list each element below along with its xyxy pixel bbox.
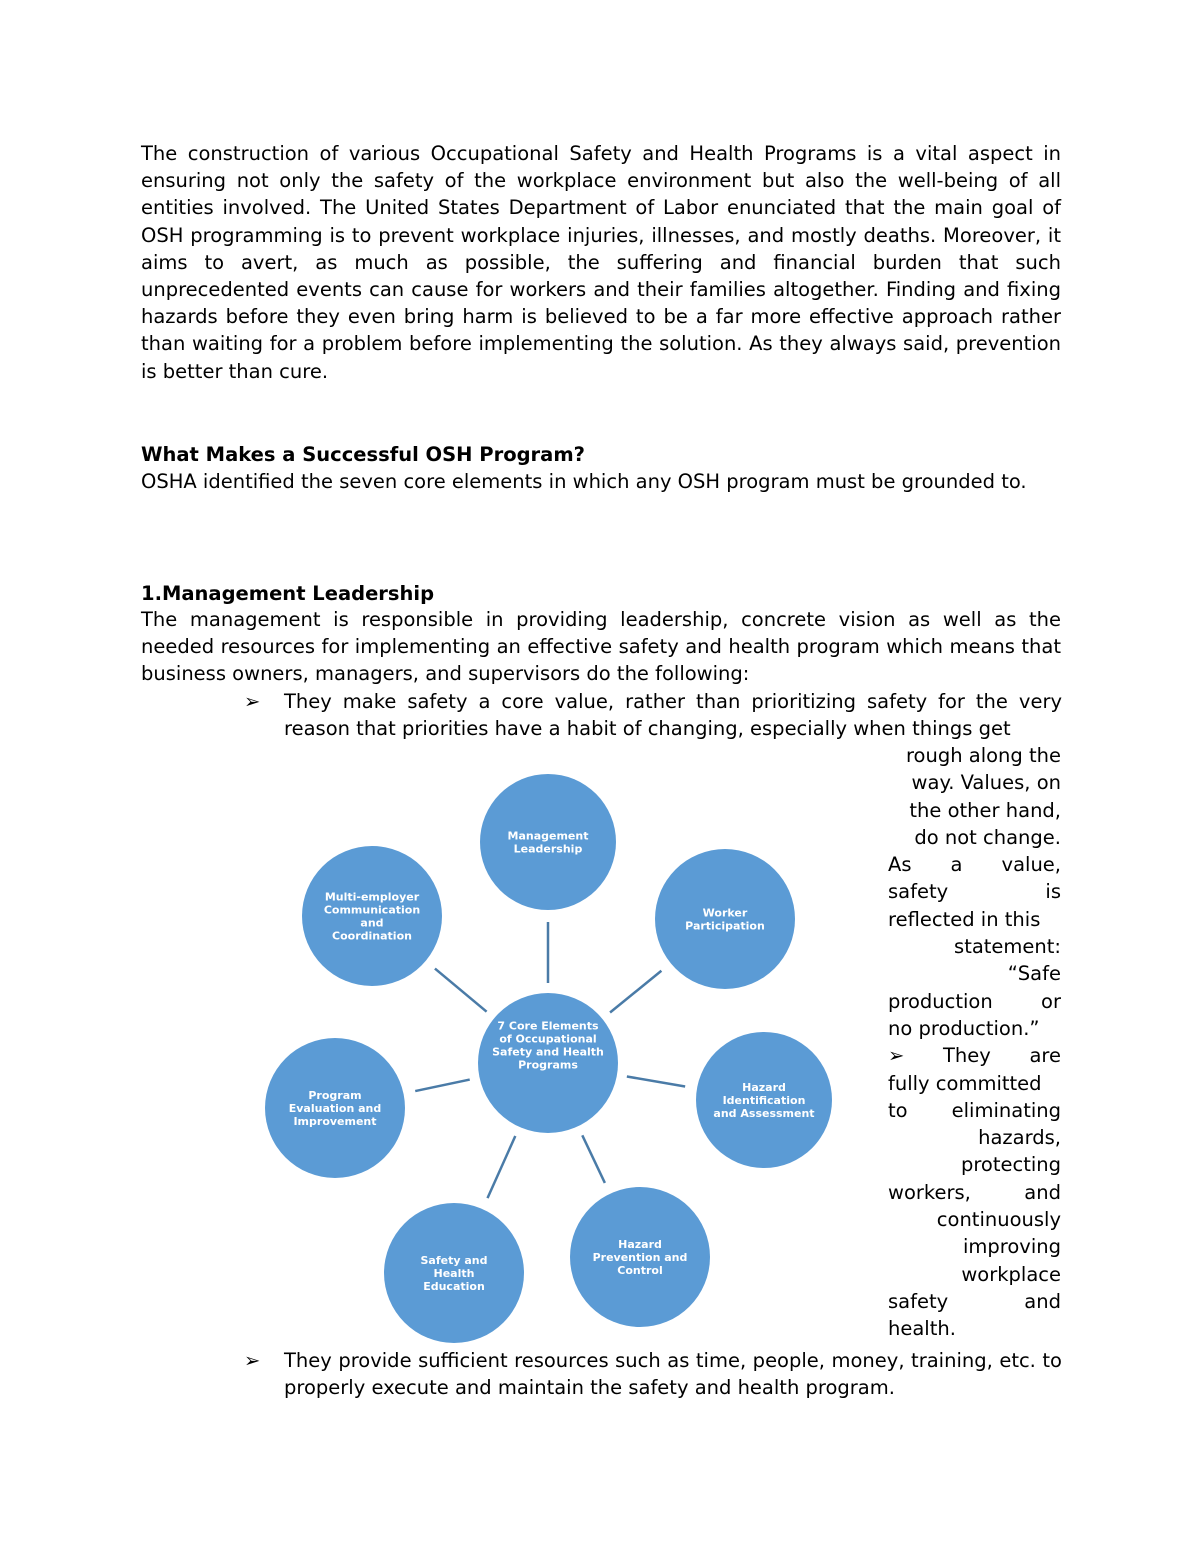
side-line: production or (888, 989, 1061, 1013)
side-line: the other hand, (909, 798, 1061, 822)
connector-line (610, 971, 661, 1013)
connector-line (415, 1080, 469, 1092)
connector-line (627, 1077, 685, 1087)
side-line: way. Values, on (911, 771, 1061, 795)
node-multi-employer-label: Communication (323, 903, 421, 917)
center-node-label: of Occupational (499, 1032, 597, 1046)
bullet-sufficient-resources-text: They provide sufficient resources such as time, people, money, training, etc. to properly execute and maintain the safety and health program. (284, 1349, 1062, 1400)
diagram-nodes (265, 774, 832, 1343)
node-program-evaluation-label: Improvement (293, 1115, 377, 1128)
node-hazard-identification-label: and Assessment (713, 1107, 815, 1120)
side-line: health. (888, 1317, 956, 1341)
connector-line (435, 969, 487, 1012)
connector-line (488, 1136, 516, 1198)
node-program-evaluation-label: Program (308, 1089, 362, 1102)
side-line: As a value, (888, 853, 1061, 877)
center-node-label: 7 Core Elements (497, 1019, 599, 1033)
node-safety-health-education-label: Safety and (420, 1254, 488, 1267)
node-multi-employer-label: Multi-employer (324, 890, 420, 904)
node-worker-participation-label: Participation (685, 919, 765, 933)
side-line: safety is (888, 880, 1061, 904)
section-heading: What Makes a Successful OSH Program? (141, 443, 585, 466)
node-management-leadership-label: Management (507, 829, 589, 843)
node-management-leadership-label: Leadership (513, 842, 583, 856)
node-hazard-prevention-label: Hazard (618, 1238, 662, 1251)
node-hazard-prevention-label: Prevention and (592, 1251, 688, 1264)
side-line: continuously (936, 1208, 1061, 1232)
side-line: statement: (954, 935, 1061, 959)
arrow-bullet-icon: ➢ (888, 1044, 905, 1068)
side-line: do not change. (914, 825, 1061, 849)
node-safety-health-education-label: Health (433, 1267, 475, 1280)
side-line: fully committed (888, 1071, 1042, 1095)
side-line: improving (962, 1235, 1061, 1259)
side-line: rough along the (905, 744, 1061, 767)
side-line: to eliminating (888, 1098, 1061, 1122)
center-node-label: Safety and Health (492, 1045, 604, 1059)
center-node-label: Programs (518, 1058, 578, 1072)
bullet-core-value (244, 688, 1062, 742)
connector-line (582, 1135, 605, 1183)
side-line: “Safe (1007, 962, 1061, 986)
side-line: reflected in this (888, 907, 1041, 931)
management-leadership-heading: 1.Management Leadership (141, 582, 435, 605)
node-hazard-identification-label: Identification (722, 1094, 806, 1107)
side-line: They are (943, 1044, 1061, 1068)
side-line: no production.” (888, 1016, 1040, 1040)
core-elements-diagram (250, 755, 870, 1355)
node-program-evaluation-label: Evaluation and (288, 1102, 382, 1115)
management-leadership-body: The management is responsible in providing leadership, concrete vision as well as the needed resources for implementing an effective safety and health program which means that business owners, managers, and supervisors do the following: (141, 608, 1061, 686)
side-line: workplace (961, 1262, 1061, 1286)
section-body: OSHA identified the seven core elements in which any OSH program must be grounded to. (141, 470, 1027, 493)
node-multi-employer-label: and (360, 916, 384, 930)
arrow-bullet-icon: ➢ (244, 1349, 261, 1372)
node-hazard-prevention-label: Control (617, 1264, 663, 1277)
side-line: protecting (960, 1153, 1061, 1177)
intro-paragraph: The construction of various Occupational Safety and Health Programs is a vital aspect in ensuring not only the safety of the workplace environment but also the well-being of all entities involved. The United States Department of Labor enunciated that the main goal of OSH programming is to prevent workplace injuries, illnesses, and mostly deaths. Moreover, it aims to avert, as much as possible, the suffering and financial burden that such unprecedented events can cause for workers and their families altogether. Finding and fixing hazards before they even bring harm is believed to be a far more effective approach rather than waiting for a problem before implementing the solution. As they always said, prevention is better than cure. (141, 142, 1061, 383)
side-bullet-committed-first-line (888, 1042, 1061, 1069)
wrapped-side-text (888, 742, 1061, 1343)
node-multi-employer-label: Coordination (332, 929, 412, 943)
side-line: workers, and (888, 1180, 1061, 1204)
side-line: hazards, (978, 1126, 1061, 1150)
bullet-core-value-text: They make safety a core value, rather than prioritizing safety for the very reason that priorities have a habit of changing, especially when things get (284, 690, 1062, 741)
side-line: safety and (888, 1289, 1061, 1313)
node-hazard-identification-label: Hazard (742, 1081, 786, 1094)
node-worker-participation-label: Worker (702, 906, 748, 920)
arrow-bullet-icon: ➢ (244, 690, 261, 713)
bullet-sufficient-resources (244, 1347, 1062, 1401)
node-safety-health-education-label: Education (423, 1280, 485, 1293)
